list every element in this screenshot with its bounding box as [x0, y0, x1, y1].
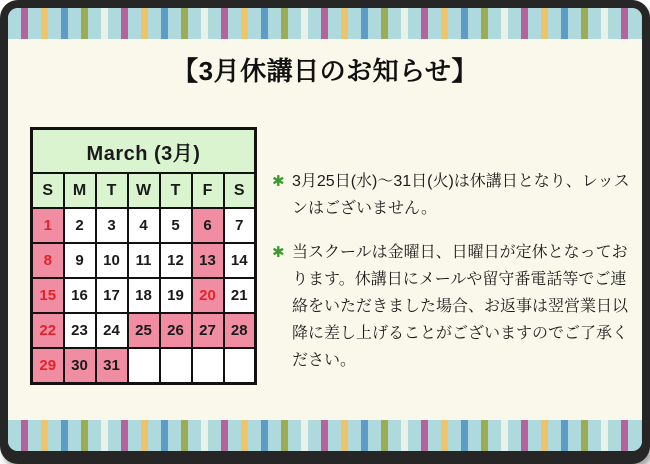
- striped-border-bottom: [8, 420, 642, 451]
- calendar-week-row: [32, 348, 256, 384]
- calendar-day-10: 10: [96, 243, 128, 278]
- calendar-day-16: 16: [64, 278, 96, 313]
- calendar-week-row: [32, 278, 256, 313]
- calendar-day-24: 24: [96, 313, 128, 348]
- notice-text-block: [272, 168, 638, 391]
- note-item-2: [272, 239, 638, 374]
- calendar-day-27: 27: [192, 313, 224, 348]
- calendar-empty-cell: [160, 348, 192, 384]
- calendar-day-12: 12: [160, 243, 192, 278]
- calendar-day-5: 5: [160, 208, 192, 243]
- calendar-weekday-4: T: [160, 173, 192, 208]
- calendar-day-20: 20: [192, 278, 224, 313]
- calendar-weekday-0: S: [32, 173, 64, 208]
- calendar-week-row: [32, 208, 256, 243]
- calendar-empty-cell: [128, 348, 160, 384]
- calendar-weekday-2: T: [96, 173, 128, 208]
- calendar-day-26: 26: [160, 313, 192, 348]
- calendar-weekday-3: W: [128, 173, 160, 208]
- note-text: 3月25日(水)～31日(火)は休講日となり、レッスンはございません。: [292, 173, 630, 217]
- calendar-weekday-6: S: [224, 173, 256, 208]
- calendar-month-label: March (3月): [32, 129, 256, 174]
- note-text: 当スクールは金曜日、日曜日が定休となっております。休講日にメールや留守番電話等でご連絡をいただきました場合、お返事は翌営業日以降に差し上げることがございますのでご了承ください。: [292, 244, 629, 369]
- calendar-day-15: 15: [32, 278, 64, 313]
- calendar-week-row: [32, 243, 256, 278]
- calendar-day-4: 4: [128, 208, 160, 243]
- calendar-day-23: 23: [64, 313, 96, 348]
- calendar-day-17: 17: [96, 278, 128, 313]
- calendar-day-7: 7: [224, 208, 256, 243]
- calendar-day-8: 8: [32, 243, 64, 278]
- calendar-weekday-row: [32, 173, 256, 208]
- march-calendar: [30, 127, 257, 385]
- calendar-day-18: 18: [128, 278, 160, 313]
- calendar-day-29: 29: [32, 348, 64, 384]
- asterisk-bullet-icon: ✱: [272, 173, 285, 190]
- note-item-1: [272, 168, 638, 222]
- calendar-day-3: 3: [96, 208, 128, 243]
- calendar-day-11: 11: [128, 243, 160, 278]
- calendar-day-21: 21: [224, 278, 256, 313]
- calendar-day-31: 31: [96, 348, 128, 384]
- calendar-day-28: 28: [224, 313, 256, 348]
- calendar-day-19: 19: [160, 278, 192, 313]
- calendar-day-30: 30: [64, 348, 96, 384]
- page-title: 【3月休講日のお知らせ】: [172, 56, 478, 86]
- calendar-day-2: 2: [64, 208, 96, 243]
- calendar-empty-cell: [224, 348, 256, 384]
- calendar-day-9: 9: [64, 243, 96, 278]
- calendar-weekday-5: F: [192, 173, 224, 208]
- calendar-weekday-1: M: [64, 173, 96, 208]
- calendar-day-14: 14: [224, 243, 256, 278]
- asterisk-bullet-icon: ✱: [272, 244, 285, 261]
- notice-card: [8, 8, 642, 451]
- calendar-day-1: 1: [32, 208, 64, 243]
- striped-border-top: [8, 8, 642, 39]
- calendar-day-6: 6: [192, 208, 224, 243]
- calendar-week-row: [32, 313, 256, 348]
- calendar-day-13: 13: [192, 243, 224, 278]
- calendar-empty-cell: [192, 348, 224, 384]
- calendar-day-22: 22: [32, 313, 64, 348]
- calendar-day-25: 25: [128, 313, 160, 348]
